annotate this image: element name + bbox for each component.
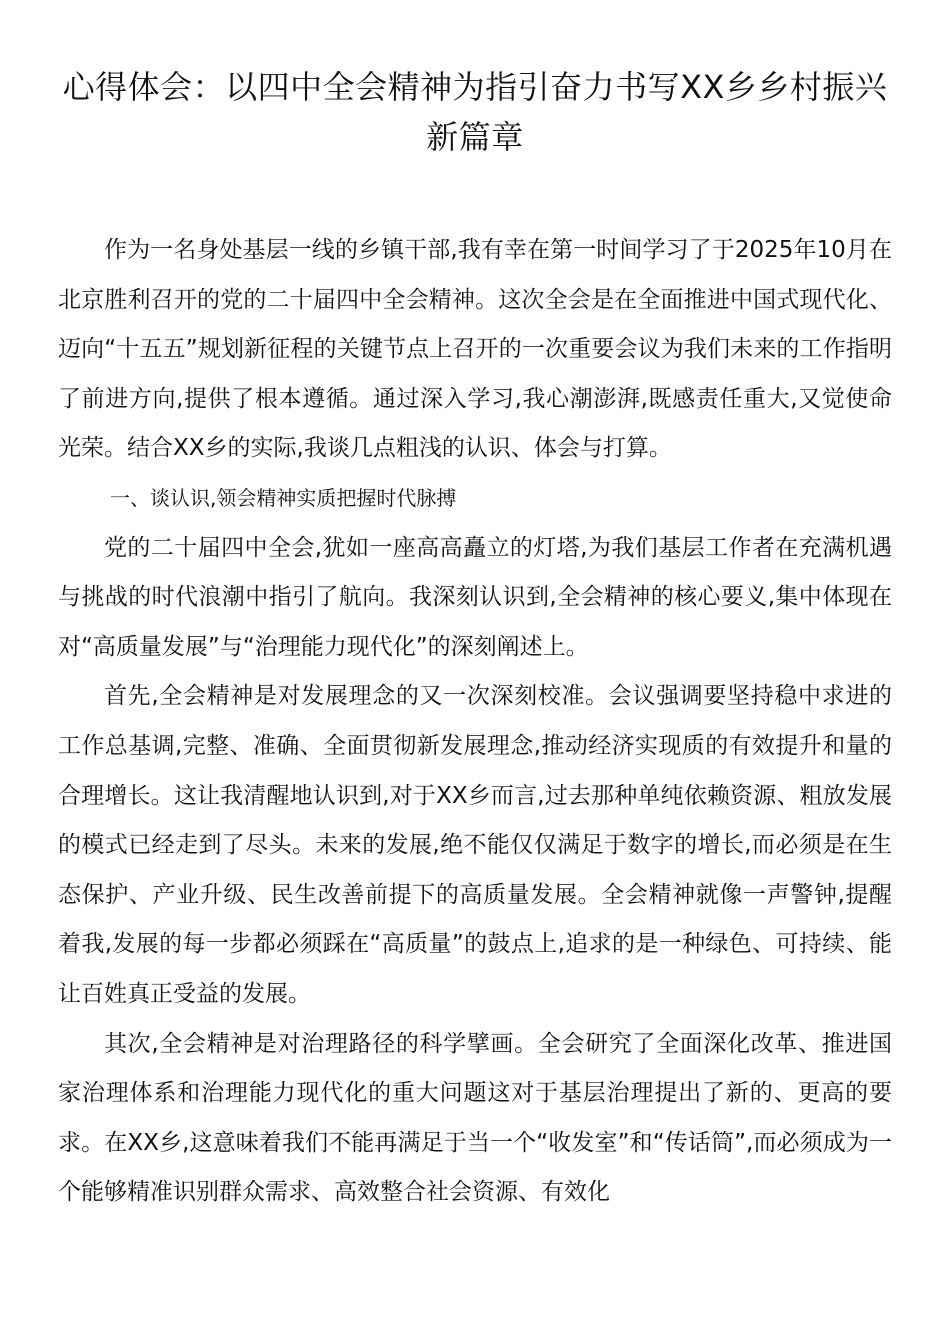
section-paragraph-2: 首先,全会精神是对发展理念的又一次深刻校准。会议强调要坚持稳中求进的工作总基调,完整、准确、全面贯彻新发展理念,推动经济实现质的有效提升和量的合理增长。这让我清醒地认识到,对于XX乡而言,过去那种单纯依赖资源、粗放发展的模式已经走到了尽头。未来的发展,绝不能仅仅满足于数字的增长,而必须是在生态保护、产业升级、民生改善前提下的高质量发展。全会精神就像一声警钟,提醒着我,发展的每一步都必须踩在“高质量”的鼓点上,追求的是一种绿色、可持续、能让百姓真正受益的发展。	[58, 683, 892, 1007]
section-paragraph-1: 党的二十届四中全会,犹如一座高高矗立的灯塔,为我们基层工作者在充满机遇与挑战的时代浪潮中指引了航向。我深刻认识到,全会精神的核心要义,集中体现在对“高质量发展”与“治理能力现代化”的深刻阐述上。	[58, 534, 892, 660]
intro-paragraph: 作为一名身处基层一线的乡镇干部,我有幸在第一时间学习了于2025年10月在北京胜利召开的党的二十届四中全会精神。这次全会是在全面推进中国式现代化、迈向“十五五”规划新征程的关键节点上召开的一次重要会议为我们未来的工作指明了前进方向,提供了根本遵循。通过深入学习,我心潮澎湃,既感责任重大,又觉使命光荣。结合XX乡的实际,我谈几点粗浅的认识、体会与打算。	[58, 237, 892, 462]
document-title: 心得体会：以四中全会精神为指引奋力书写XX乡乡村振兴新篇章	[62, 68, 888, 156]
section-heading: 一、谈认识,领会精神实质把握时代脉搏	[110, 485, 457, 510]
section-paragraph-3: 其次,全会精神是对治理路径的科学擘画。全会研究了全面深化改革、推进国家治理体系和治理能力现代化的重大问题这对于基层治理提出了新的、更高的要求。在XX乡,这意味着我们不能再满足于当一个“收发室”和“传话筒”,而必须成为一个能够精准识别群众需求、高效整合社会资源、有效化	[58, 1030, 892, 1206]
document-body	[58, 226, 892, 1218]
